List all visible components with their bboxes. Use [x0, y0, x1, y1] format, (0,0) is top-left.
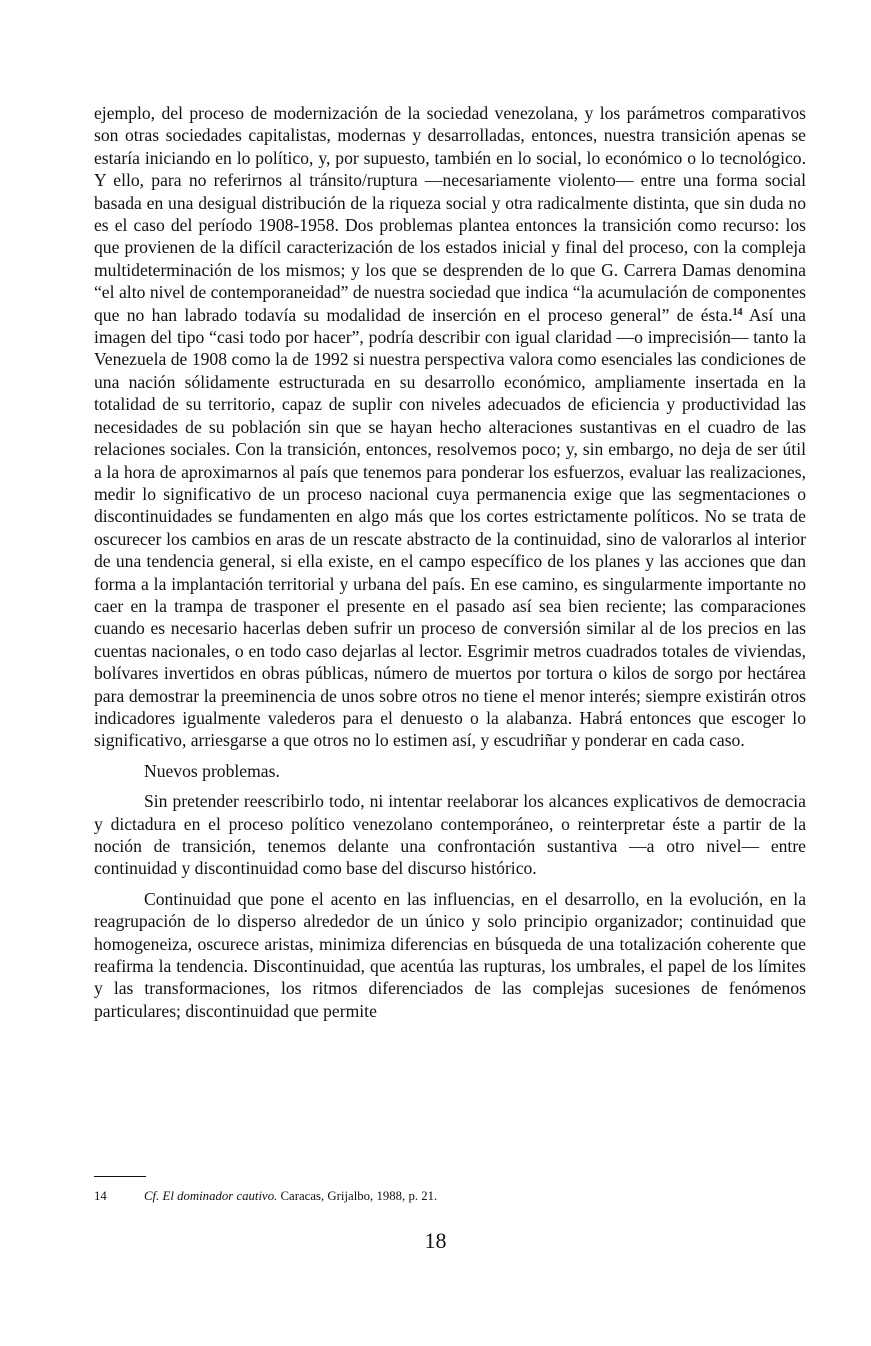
paragraph-1-text-b: Así una imagen del tipo “casi todo por hacer”, podría describir con igual claridad —o imprecisión— tanto la Venezuela de 1908 como la de 1992 si nuestra perspectiva valora como esenciales las condiciones de una nación sólidamente estructurada en su desarrollo económico, ampliamente insertada en la totalidad de su territorio, capaz de suplir con niveles adecuados de eficiencia y productividad las necesidades de su población sin que se hayan hecho alteraciones sustantivas en el cuadro de las relaciones sociales. Con la transición, entonces, resolvemos poco; y, sin embargo, no deja de ser útil a la hora de aproximarnos al país que tenemos para ponderar los esfuerzos, evaluar las realizaciones, medir lo significativo de un proceso nacional cuya permanencia exige que las segmentaciones o discontinuidades se fundamenten en algo más que los cortes estrictamente políticos. No se trata de oscurecer los cambios en aras de un rescate abstracto de la continuidad, sino de valorarlos al interior de una tendencia general, si ella existe, en el campo específico de los planes y las acciones que dan forma a la implantación territorial y urbana del país. En ese camino, es singularmente importante no caer en la trampa de trasponer el presente en el pasado así sea bien reciente; las comparaciones cuando es necesario hacerlas deben sufrir un proceso de conversión similar al de los precios en las cuentas nacionales, o en todo caso dejarlas al lector. Esgrimir metros cuadrados totales de viviendas, bolívares invertidos en obras públicas, número de muertos por tortura o kilos de sorgo por hectárea para demostrar la preeminencia de unos sobre otros no tiene el menor interés; siempre existirán otros indicadores igualmente valederos para el denuesto o la alabanza. Habrá entonces que escoger lo significativo, arriesgarse a que otros no lo estimen así, y escudriñar y ponderar en cada caso. — [94, 304, 806, 751]
paragraph-1-text-a: ejemplo, del proceso de modernización de la sociedad venezolana, y los parámetros comparativos son otras sociedades capitalistas, modernas y desarrolladas, entonces, nuestra transición apenas se estaría iniciando en lo político, y, por supuesto, también en lo social, lo económico o lo tecnológico. Y ello, para no referirnos al tránsito/ruptura —necesariamente violento— entre una forma social basada en una desigual distribución de la riqueza social y otra radicalmente distinta, que sin duda no es el caso del período 1908-1958. Dos problemas plantea entonces la transición como recurso: los que provienen de la difícil caracterización de los estados inicial y final del proceso, con la compleja multideterminación de los mismos; y los que se desprenden de lo que G. Carrera Damas denomina “el alto nivel de contemporaneidad” de nuestra sociedad que indica “la acumulación de componentes que no han labrado todavía su modalidad de inserción en el proceso general” de ésta. — [94, 103, 806, 325]
paragraph-1 — [94, 102, 806, 752]
page-number: 18 — [424, 1228, 447, 1253]
paragraph-2: Nuevos problemas. — [144, 760, 280, 781]
footnote-number: 14 — [94, 1189, 107, 1203]
footnote-divider — [94, 1176, 146, 1177]
footnote-details: Caracas, Grijalbo, 1988, p. 21. — [277, 1189, 438, 1203]
footnote-title: El dominador cautivo. — [162, 1189, 278, 1203]
footnote — [94, 1188, 806, 1204]
page-body — [94, 102, 806, 1022]
paragraph-4: Continuidad que pone el acento en las influencias, en el desarrollo, en la evolución, en la reagrupación de lo disperso alrededor de un único y solo principio organizador; continuidad que homogeneiza, oscurece aristas, minimiza diferencias en búsqueda de una totalización coherente que reafirma la tendencia. Discontinuidad, que acentúa las rupturas, los umbrales, el papel de los límites y las transformaciones, los ritmos diferenciados de las complejas sucesiones de fenómenos particulares; discontinuidad que permite — [94, 888, 806, 1021]
paragraph-3: Sin pretender reescribirlo todo, ni intentar reelaborar los alcances explicativos de democracia y dictadura en el proceso político venezolano contemporáneo, o reinterpretar éste a partir de la noción de transición, tenemos delante una confrontación sustantiva —a otro nivel— entre continuidad y discontinuidad como base del discurso histórico. — [94, 791, 806, 879]
footnote-cf: Cf. — [144, 1189, 160, 1203]
footnote-reference: 14 — [732, 306, 743, 318]
